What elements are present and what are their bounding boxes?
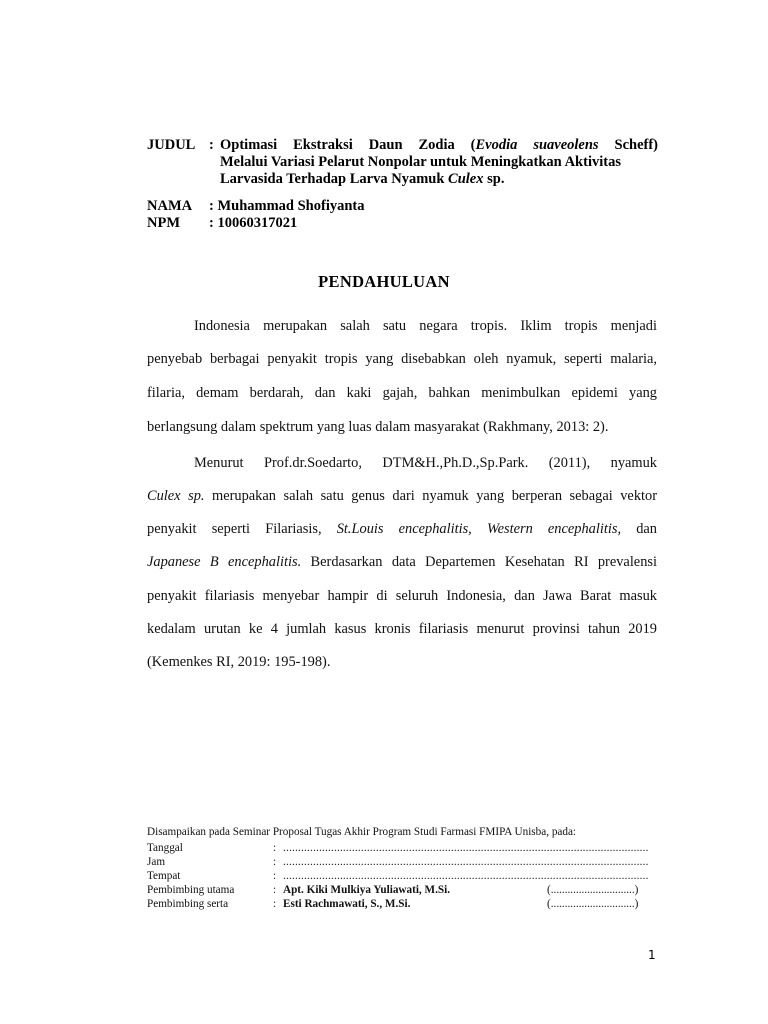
judul-line-1: Optimasi Ekstraksi Daun Zodia (Evodia suaveolens Scheff) xyxy=(220,137,658,153)
nama-label: NAMA xyxy=(147,198,193,214)
jam-colon: : xyxy=(273,856,277,868)
tempat-label: Tempat xyxy=(147,870,181,882)
tempat-colon: : xyxy=(273,870,277,882)
judul-line-3: Larvasida Terhadap Larva Nyamuk Culex sp. xyxy=(220,171,505,187)
pembimbing-serta-label: Pembimbing serta xyxy=(147,898,229,910)
judul-label: JUDUL xyxy=(147,137,196,153)
p2-line: kedalam urutan ke 4 jumlah kasus kronis filariasis menurut provinsi tahun 2019 xyxy=(147,621,657,637)
judul-line-2: Melalui Variasi Pelarut Nonpolar untuk Meningkatkan Aktivitas xyxy=(220,154,621,170)
footer-intro: Disampaikan pada Seminar Proposal Tugas Akhir Program Studi Farmasi FMIPA Unisba, pada: xyxy=(147,826,577,838)
p1-line: penyebab berbagai penyakit tropis yang disebabkan oleh nyamuk, seperti malaria, xyxy=(147,351,657,367)
tanggal-label: Tanggal xyxy=(147,842,183,854)
pembimbing-utama-name: Apt. Kiki Mulkiya Yuliawati, M.Si. xyxy=(283,884,451,896)
tempat-dots: .......................................................................................................................... xyxy=(283,870,649,882)
p1-line: Indonesia merupakan salah satu negara tropis. Iklim tropis menjadi xyxy=(194,318,657,334)
p2-line: Menurut Prof.dr.Soedarto, DTM&H.,Ph.D.,Sp.Park. (2011), nyamuk xyxy=(194,455,657,471)
pembimbing-utama-label: Pembimbing utama xyxy=(147,884,235,896)
footer-row-pembimbing-serta xyxy=(147,898,667,912)
pembimbing-serta-name: Esti Rachmawati, S., M.Si. xyxy=(283,898,411,910)
p2-line: Japanese B encephalitis. Berdasarkan data Departemen Kesehatan RI prevalensi xyxy=(147,554,657,570)
pembimbing-utama-colon: : xyxy=(273,884,277,896)
page-number: 1 xyxy=(648,948,656,962)
jam-label: Jam xyxy=(147,856,166,868)
npm-label: NPM xyxy=(147,215,181,231)
p2-line: (Kemenkes RI, 2019: 195-198). xyxy=(147,654,331,670)
section-heading: PENDAHULUAN xyxy=(318,272,450,291)
p2-line: penyakit seperti Filariasis, St.Louis encephalitis, Western encephalitis, dan xyxy=(147,521,657,537)
tanggal-colon: : xyxy=(273,842,277,854)
footer-row-tempat xyxy=(147,870,667,884)
pembimbing-serta-signature: (..............................) xyxy=(547,898,639,910)
seminar-footer xyxy=(147,826,667,926)
nama-value: : Muhammad Shofiyanta xyxy=(209,198,365,214)
p1-line: berlangsung dalam spektrum yang luas dalam masyarakat (Rakhmany, 2013: 2). xyxy=(147,419,609,435)
pembimbing-utama-signature: (..............................) xyxy=(547,884,639,896)
pembimbing-serta-colon: : xyxy=(273,898,277,910)
jam-dots: .......................................................................................................................... xyxy=(283,856,649,868)
footer-row-tanggal xyxy=(147,842,667,856)
npm-value: : 10060317021 xyxy=(209,215,298,231)
p1-line: filaria, demam berdarah, dan kaki gajah, bahkan menimbulkan epidemi yang xyxy=(147,385,657,401)
tanggal-dots: .......................................................................................................................... xyxy=(283,842,649,854)
p2-line: Culex sp. merupakan salah satu genus dari nyamuk yang berperan sebagai vektor xyxy=(147,488,658,504)
footer-row-jam xyxy=(147,856,667,870)
p2-line: penyakit filariasis menyebar hampir di seluruh Indonesia, dan Jawa Barat masuk xyxy=(147,588,657,604)
judul-colon: : xyxy=(209,137,214,153)
footer-row-pembimbing-utama xyxy=(147,884,667,898)
